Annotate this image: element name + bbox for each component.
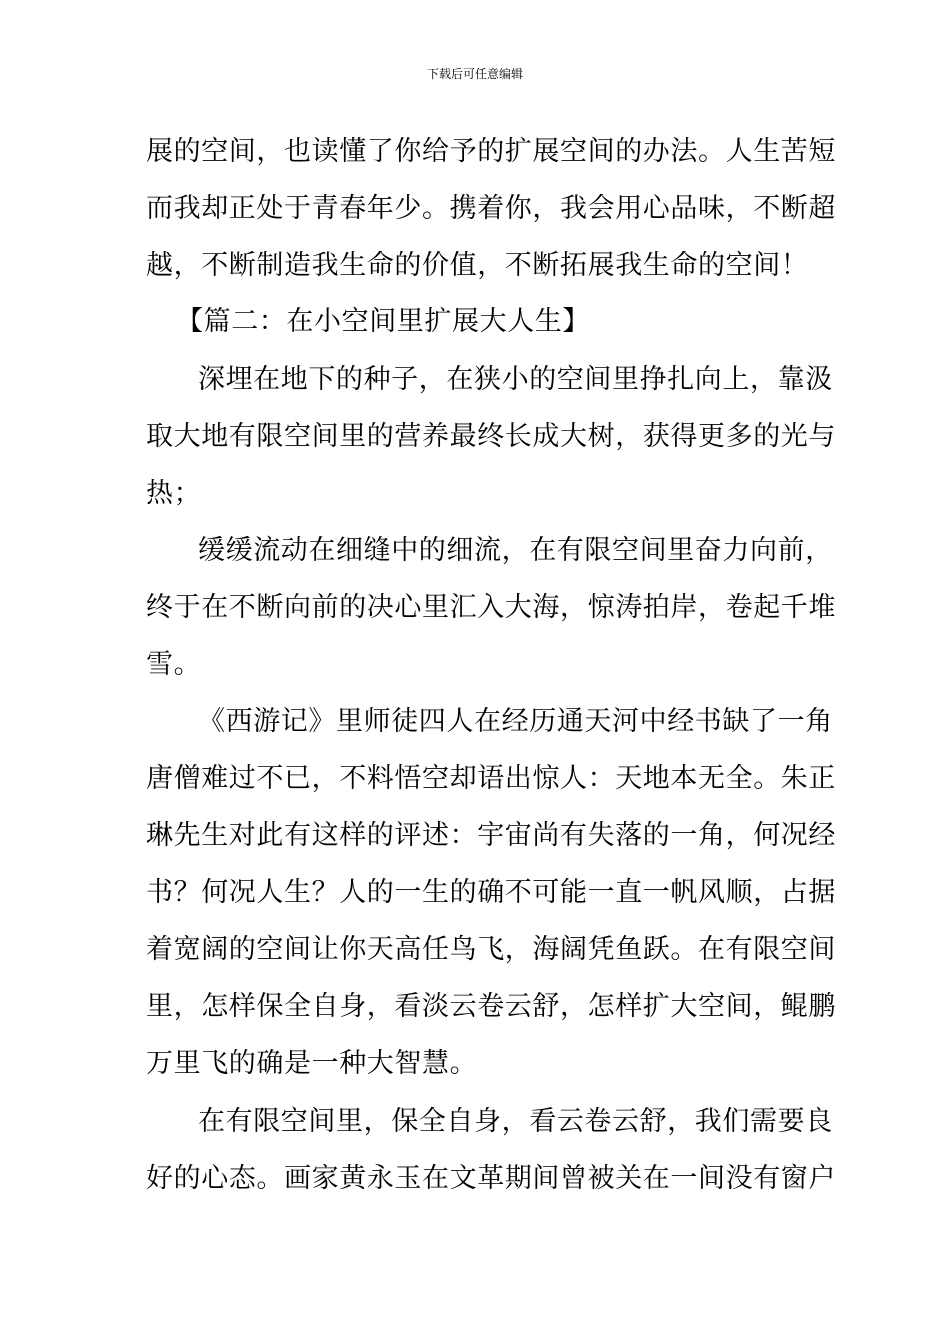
body-line: 万里飞的确是一种大智慧。 <box>146 1048 478 1079</box>
body-line: 琳先生对此有这样的评述：宇宙尚有失落的一角，何况经 <box>146 820 836 851</box>
body-line: 而我却正处于青春年少。携着你，我会用心品味，不断超 <box>146 193 836 224</box>
body-line: 越，不断制造我生命的价值，不断拓展我生命的空间！ <box>146 250 809 281</box>
body-line: 展的空间，也读懂了你给予的扩展空间的办法。人生苦短 <box>146 136 836 167</box>
section-heading: 【篇二：在小空间里扩展大人生】 <box>176 306 590 337</box>
body-line: 雪。 <box>146 649 202 680</box>
body-line: 深埋在地下的种子，在狭小的空间里挣扎向上，靠汲 <box>198 364 833 395</box>
body-line: 唐僧难过不已，不料悟空却语出惊人：天地本无全。朱正 <box>146 763 836 794</box>
body-line: 里，怎样保全自身，看淡云卷云舒，怎样扩大空间，鲲鹏 <box>146 991 836 1022</box>
body-line: 终于在不断向前的决心里汇入大海，惊涛拍岸，卷起千堆 <box>146 592 836 623</box>
body-line: 着宽阔的空间让你天高任鸟飞，海阔凭鱼跃。在有限空间 <box>146 934 836 965</box>
body-line: 《西游记》里师徒四人在经历通天河中经书缺了一角 <box>198 706 833 737</box>
page-header: 下载后可任意编辑 <box>426 67 523 81</box>
body-line: 好的心态。画家黄永玉在文革期间曾被关在一间没有窗户 <box>146 1163 836 1194</box>
body-line: 取大地有限空间里的营养最终长成大树，获得更多的光与 <box>146 421 836 452</box>
body-line: 书？何况人生？人的一生的确不可能一直一帆风顺，占据 <box>146 877 836 908</box>
body-line: 热； <box>146 478 202 509</box>
body-line: 缓缓流动在细缝中的细流，在有限空间里奋力向前， <box>198 535 833 566</box>
body-line: 在有限空间里，保全自身，看云卷云舒，我们需要良 <box>198 1106 833 1137</box>
